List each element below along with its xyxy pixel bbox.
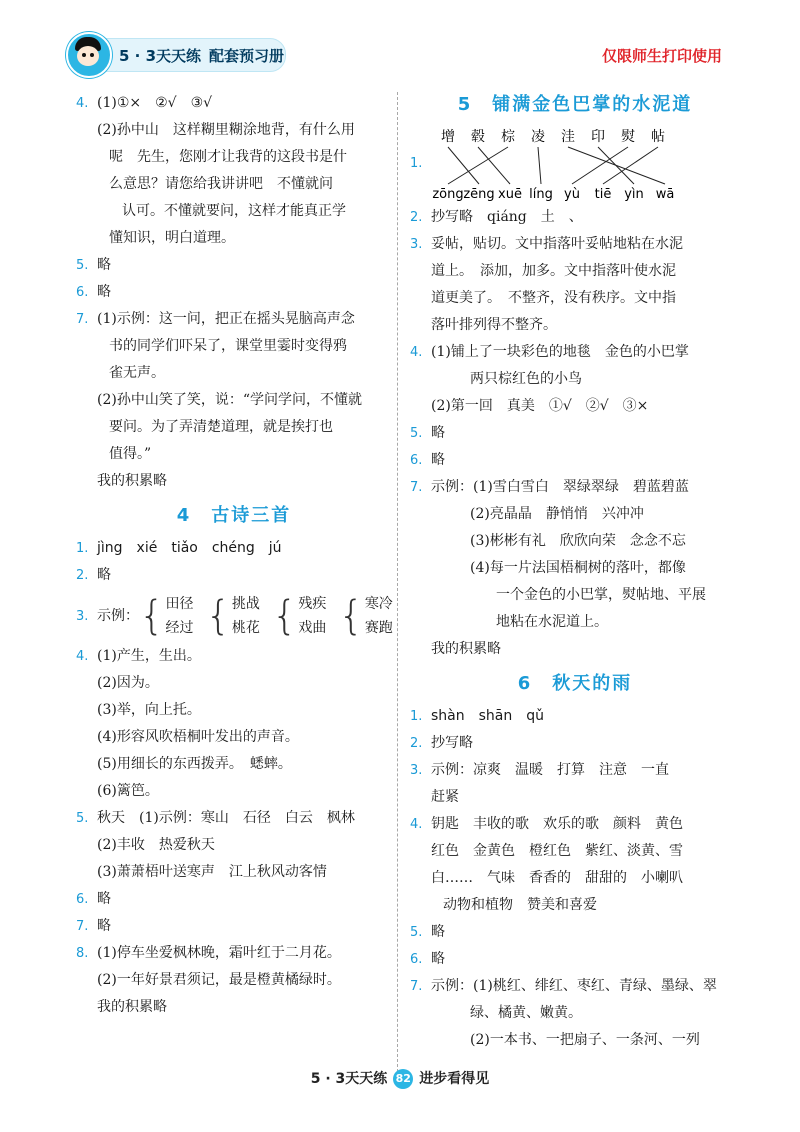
page-footer bbox=[0, 1068, 800, 1089]
match-pinyin: xuē bbox=[498, 187, 522, 202]
match-character: 熨 bbox=[621, 129, 635, 145]
answer-line: (2)孙中山 这样糊里糊涂地背，有什么用 bbox=[97, 122, 355, 138]
word-group: { 残疾 戏曲 bbox=[271, 593, 327, 639]
answer-line: 道更美了。 不整齐，没有秩序。文中指 bbox=[431, 290, 676, 306]
answer-line: 值得。” bbox=[109, 446, 152, 462]
match-line bbox=[448, 147, 508, 184]
answer-line: (2)亮晶晶 静悄悄 兴冲冲 bbox=[470, 506, 644, 522]
section-title: 6 秋天的雨 bbox=[517, 673, 633, 694]
section-title: 4 古诗三首 bbox=[176, 505, 292, 526]
answer-line: 白…… 气味 香香的 甜甜的 小喇叭 bbox=[431, 870, 683, 886]
match-pinyin: zēng bbox=[463, 187, 495, 202]
answer-line: 5. 略 bbox=[76, 257, 111, 273]
answer-line: (2)一本书、一把扇子、一条河、一列 bbox=[470, 1032, 700, 1048]
footer-brand: 5 · 3天天练 bbox=[310, 1071, 388, 1087]
answer-line: (3)萧萧梧叶送寒声 江上秋风动客情 bbox=[97, 864, 327, 880]
answer-line: 5. 略 bbox=[410, 924, 445, 940]
answer-line: (6)篱笆。 bbox=[97, 783, 159, 799]
answer-line: 2. 抄写略 qiáng 土 、 bbox=[410, 209, 583, 225]
answer-line: (2)一年好景君须记，最是橙黄橘绿时。 bbox=[97, 972, 341, 988]
match-character: 帖 bbox=[651, 129, 665, 145]
match-character: 洼 bbox=[561, 129, 575, 145]
answer-line: 落叶排列得不整齐。 bbox=[431, 317, 557, 333]
match-character: 印 bbox=[591, 129, 605, 145]
matching-lines bbox=[430, 124, 740, 204]
match-pinyin: wā bbox=[655, 187, 675, 202]
answer-line: 4. 钥匙 丰收的歌 欢乐的歌 颜料 黄色 bbox=[410, 816, 683, 832]
answer-line: 书的同学们吓呆了，课堂里霎时变得鸦 bbox=[109, 338, 347, 354]
matching-exercise: 1. 增 毂 棕 凌 洼 印 熨 帖 zōng zēng xuē líng yù tiē yìn wā bbox=[410, 124, 740, 204]
header-title bbox=[119, 45, 284, 66]
answer-line: (4)形容风吹梧桐叶发出的声音。 bbox=[97, 729, 299, 745]
answer-line: 红色 金黄色 橙红色 紫红、淡黄、雪 bbox=[431, 843, 683, 859]
footer-slogan: 进步看得见 bbox=[419, 1071, 490, 1087]
answer-line: 6. 略 bbox=[76, 891, 111, 907]
answer-line: 两只棕红色的小鸟 bbox=[470, 371, 582, 387]
book-title: 5 · 3天天练 bbox=[119, 47, 202, 65]
match-character: 棕 bbox=[501, 129, 515, 145]
answer-line: (2)孙中山笑了笑，说：“学问学问，不懂就 bbox=[97, 392, 362, 408]
answer-line: 2. 略 bbox=[76, 567, 111, 583]
answer-line: 7. (1)示例：这一问，把正在摇头晃脑高声念 bbox=[76, 311, 355, 327]
answer-line: 4. (1)铺上了一块彩色的地毯 金色的小巴掌 bbox=[410, 344, 689, 360]
answer-line: 7. 示例：(1)雪白雪白 翠绿翠绿 碧蓝碧蓝 bbox=[410, 479, 689, 495]
answer-line: (3)举，向上托。 bbox=[97, 702, 201, 718]
match-pinyin: zōng bbox=[432, 187, 464, 202]
answer-line: 3. 妥帖，贴切。文中指落叶妥帖地粘在水泥 bbox=[410, 236, 683, 252]
answer-line: 要问。为了弄清楚道理，就是挨打也 bbox=[109, 419, 333, 435]
match-character: 毂 bbox=[471, 129, 485, 145]
answer-line: (2)第一回 真美 ①√ ②√ ③× bbox=[431, 398, 649, 414]
accumulation-note: 我的积累略 bbox=[97, 473, 167, 489]
answer-line: 雀无声。 bbox=[109, 365, 165, 381]
match-character: 增 bbox=[441, 129, 455, 145]
match-character: 凌 bbox=[531, 129, 545, 145]
accumulation-note: 我的积累略 bbox=[431, 641, 501, 657]
answer-line: 1. jìng xié tiǎo chéng jú bbox=[76, 540, 282, 556]
answer-line: 赶紧 bbox=[431, 789, 459, 805]
answer-line: (2)丰收 热爱秋天 bbox=[97, 837, 215, 853]
book-subtitle: 配套预习册 bbox=[209, 47, 285, 65]
word-group: { 田径 经过 bbox=[139, 593, 194, 639]
answer-line: 6. 略 bbox=[76, 284, 111, 300]
match-pinyin: yìn bbox=[624, 187, 644, 202]
column-divider bbox=[397, 92, 398, 1072]
word-group: { 寒冷 赛跑 bbox=[338, 593, 393, 639]
match-line bbox=[448, 147, 479, 184]
right-column bbox=[410, 90, 740, 1054]
answer-line: 呢 先生，您刚才让我背的这段书是什 bbox=[109, 149, 347, 165]
match-pinyin: tiē bbox=[594, 187, 612, 202]
accumulation-note: 我的积累略 bbox=[97, 999, 167, 1015]
section-title: 5 铺满金色巴掌的水泥道 bbox=[457, 94, 693, 115]
answer-line: 5. 秋天 (1)示例：寒山 石径 白云 枫林 bbox=[76, 810, 355, 826]
answer-line: 4. (1)产生，生出。 bbox=[76, 648, 201, 664]
word-group-answer: 3. 示例： { 田径 经过 { 挑战 桃花 { 残疾 戏曲 { 寒冷 赛跑 bbox=[76, 593, 393, 639]
answer-line: 绿、橘黄、嫩黄。 bbox=[470, 1005, 582, 1021]
match-pinyin: líng bbox=[529, 187, 553, 202]
answer-line: 认可。不懂就要问，这样才能真正学 bbox=[122, 203, 346, 219]
answer-line: 2. 抄写略 bbox=[410, 735, 473, 751]
answer-line: 动物和植物 赞美和喜爱 bbox=[443, 897, 597, 913]
answer-line: 6. 略 bbox=[410, 452, 445, 468]
answer-line: (4)每一片法国梧桐树的落叶，都像 bbox=[470, 560, 686, 576]
match-line bbox=[538, 147, 541, 184]
answer-line: 1. shàn shān qǔ bbox=[410, 708, 544, 724]
answer-line: (5)用细长的东西拨弄。 蟋蟀。 bbox=[97, 756, 292, 772]
answer-line: (2)因为。 bbox=[97, 675, 159, 691]
answer-line: 一个金色的小巴掌，熨帖地、平展 bbox=[496, 587, 706, 603]
answer-line: 6. 略 bbox=[410, 951, 445, 967]
answer-line: 3. 示例：凉爽 温暖 打算 注意 一直 bbox=[410, 762, 669, 778]
answer-line: 8. (1)停车坐爱枫林晚，霜叶红于二月花。 bbox=[76, 945, 341, 961]
match-line bbox=[598, 147, 634, 184]
usage-restriction: 仅限师生打印使用 bbox=[601, 47, 722, 65]
answer-line: 道上。 添加，加多。文中指落叶使水泥 bbox=[431, 263, 676, 279]
answer-line: 懂知识，明白道理。 bbox=[109, 230, 235, 246]
answer-line: 4. (1)①× ②√ ③√ bbox=[76, 95, 213, 111]
answer-line: (3)彬彬有礼 欣欣向荣 念念不忘 bbox=[470, 533, 686, 549]
mascot-logo bbox=[66, 32, 112, 78]
answer-line: 7. 略 bbox=[76, 918, 111, 934]
page-number: 82 bbox=[393, 1069, 413, 1089]
match-pinyin: yù bbox=[564, 187, 580, 202]
word-group: { 挑战 桃花 bbox=[205, 593, 260, 639]
answer-line: 么意思？请您给我讲讲吧 不懂就问 bbox=[109, 176, 333, 192]
answer-line: 7. 示例：(1)桃红、绯红、枣红、青绿、墨绿、翠 bbox=[410, 978, 717, 994]
match-line bbox=[478, 147, 510, 184]
left-column bbox=[76, 90, 392, 1021]
answer-line: 地粘在水泥道上。 bbox=[496, 614, 608, 630]
match-line bbox=[572, 147, 628, 184]
answer-line: 5. 略 bbox=[410, 425, 445, 441]
